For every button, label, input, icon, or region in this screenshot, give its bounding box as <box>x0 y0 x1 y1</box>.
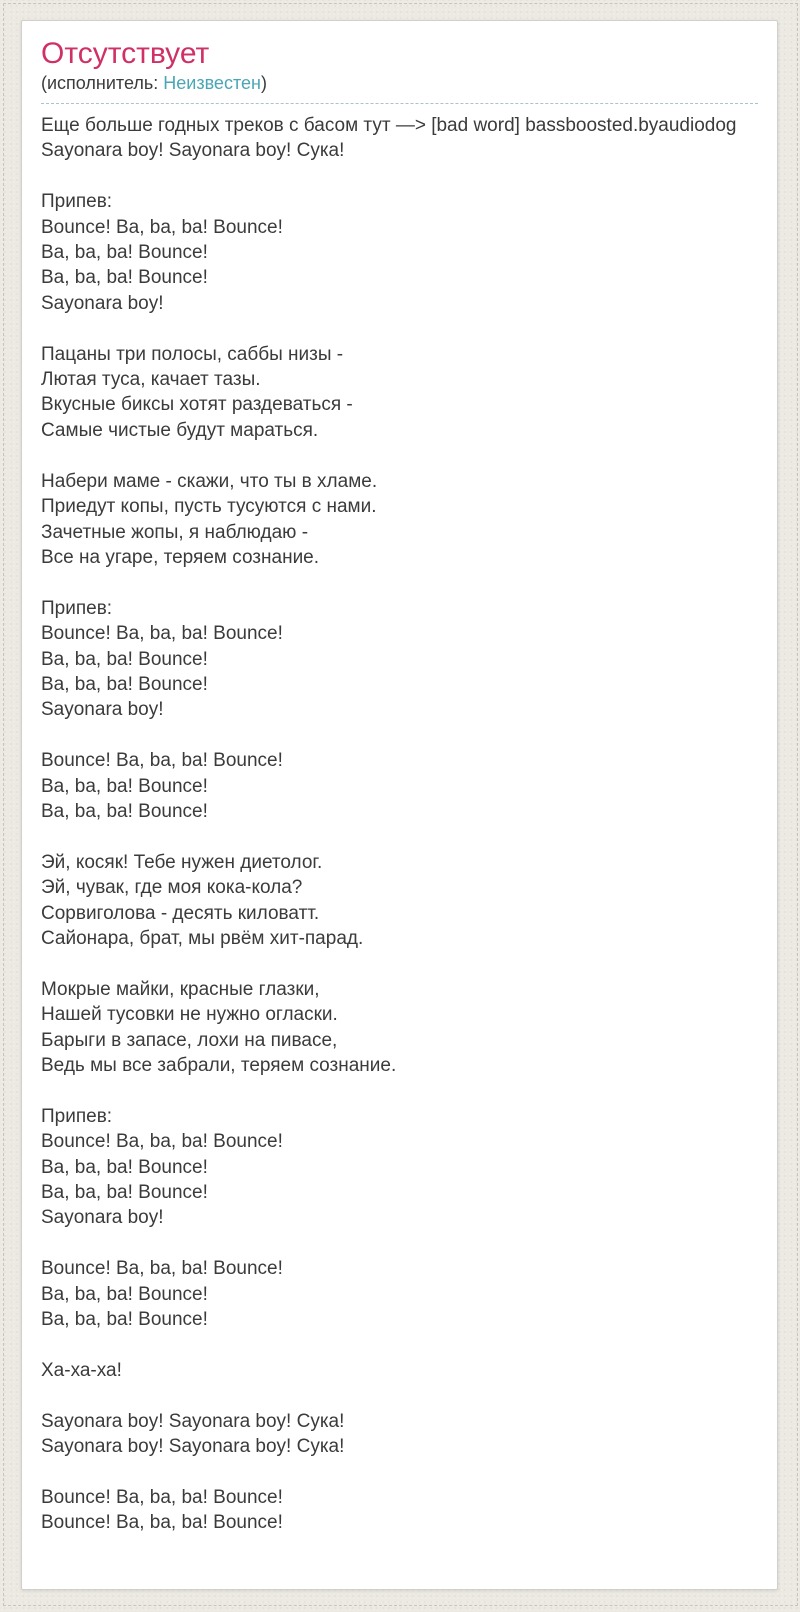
artist-line <box>41 72 758 94</box>
artist-label-prefix: (исполнитель: <box>41 73 164 93</box>
song-header <box>41 37 758 104</box>
song-title: Отсутствует <box>41 37 210 70</box>
artist-label-suffix: ) <box>260 73 267 93</box>
lyrics-card <box>21 20 778 1590</box>
lyrics-text: Еще больше годных треков с басом тут —> [bad word] bassboosted.byaudiodog Sayonara boy! Sayonara boy! Сука! Припев: Bounce! Ba, ba, ba! Bounce! Ba, ba, ba! Bounce! Ba, ba, ba! Bounce! Sayonara boy! Пацаны три полосы, саббы низы - Лютая туса, качает тазы. Вкусные биксы хотят раздеваться - Самые чистые будут мараться. Набери маме - скажи, что ты в хламе. Приедут копы, пусть тусуются с нами. Зачетные жопы, я наблюдаю - Все на угаре, теряем сознание. Припев: Bounce! Ba, ba, ba! Bounce! Ba, ba, ba! Bounce! Ba, ba, ba! Bounce! Sayonara boy! Bounce! Ba, ba, ba! Bounce! Ba, ba, ba! Bounce! Ba, ba, ba! Bounce! Эй, косяк! Тебе нужен диетолог. Эй, чувак, где моя кока-кола? Сорвиголова - десять киловатт. Сайонара, брат, мы рвём хит-парад. Мокрые майки, красные глазки, Нашей тусовки не нужно огласки. Барыги в запасе, лохи на пивасе, Ведь мы все забрали, теряем сознание. Припев: Bounce! Ba, ba, ba! Bounce! Ba, ba, ba! Bounce! Ba, ba, ba! Bounce! Sayonara boy! Bounce! Ba, ba, ba! Bounce! Ba, ba, ba! Bounce! Ba, ba, ba! Bounce! Ха-ха-ха! Sayonara boy! Sayonara boy! Сука! Sayonara boy! Sayonara boy! Сука! Bounce! Ba, ba, ba! Bounce! Bounce! Ba, ba, ba! Bounce! <box>41 115 737 1534</box>
artist-link[interactable]: Неизвестен <box>163 73 261 93</box>
